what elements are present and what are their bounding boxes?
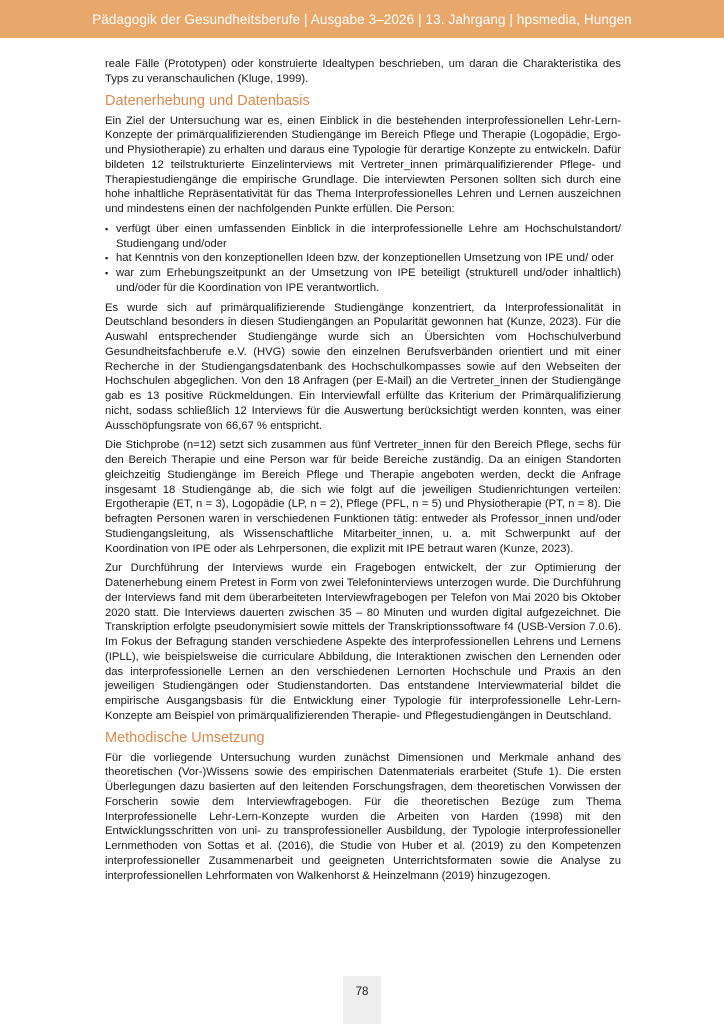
square-bullet-icon: ▪ (105, 253, 109, 264)
paragraph-study-aim: Ein Ziel der Untersuchung war es, einen Einblick in die bestehenden interprofessionellen Lehr-Lern-Konzepte der primärqualifizierenden Studiengänge im Bereich Pflege und Therapie (Logopädie, Ergo- und Physiotherapie) zu erhalten und daraus eine Typologie für derartige Konzepte zu entwickeln. Dafür bildeten 12 teilstrukturierte Einzelinterviews mit Vertreter_innen primärqualifizierender Pflege- und Therapiestudiengänge die empirische Grundlage. Die interviewten Personen sollten sich durch eine hohe inhaltliche Repräsentativität für das Thema Interprofessionelles Lehren und Lernen auszeichnen und mindestens einen der nachfolgenden Punkte erfüllen. Die Person: (105, 114, 621, 215)
criteria-list (105, 222, 621, 296)
paragraph-intro-continuation: reale Fälle (Prototypen) oder konstruierte Idealtypen beschrieben, um daran die Charakteristika des Typs zu veranschaulichen (Kluge, 1999). (105, 58, 621, 85)
section-heading-datenerhebung: Datenerhebung und Datenbasis (105, 92, 310, 109)
list-item (105, 266, 621, 296)
page-number-box (343, 976, 381, 1024)
paragraph-sample-composition: Die Stichprobe (n=12) setzt sich zusammen aus fünf Vertreter_innen für den Bereich Pflege, sechs für den Bereich Therapie und eine Person war für beide Bereiche zuständig. Da an einigen Standorten gleichzeitig Studiengänge im Bereich Pflege und Therapie angeboten werden, deckt die Anfrage insgesamt 18 Studiengänge ab, die sich wie folgt auf die jeweiligen Studienrichtungen verteilen: Ergotherapie (ET, n = 3), Logopädie (LP, n = 2), Pflege (PFL, n = 5) und Physiotherapie (PT, n = 8). Die befragten Personen waren in verschiedenen Funktionen tätig: entweder als Professor_innen und/oder Studiengangsleitung, als Wissenschaftliche Mitarbeiter_innen, u. a. mit Schwerpunkt auf der Koordination von IPE oder als Lehrpersonen, die explizit mit IPE betraut waren (Kunze, 2023). (105, 439, 621, 555)
square-bullet-icon: ▪ (105, 223, 109, 234)
journal-header-title: Pädagogik der Gesundheitsberufe | Ausgabe 3–2026 | 13. Jahrgang | hpsmedia, Hungen (92, 11, 632, 27)
list-item (105, 222, 621, 252)
list-item-text: hat Kenntnis von den konzeptionellen Ideen bzw. der konzeptionellen Umsetzung von IPE und/ oder (116, 252, 614, 265)
list-item (105, 251, 621, 266)
page-number: 78 (355, 986, 369, 998)
paragraph-interview-procedure: Zur Durchführung der Interviews wurde ein Fragebogen entwickelt, der zur Optimierung der Datenerhebung einem Pretest in Form von zwei Telefoninterviews unterzogen wurde. Die Durchführung der Interviews fand mit dem überarbeiteten Interviewfragebogen per Telefon von Mai 2020 bis Oktober 2020 statt. Die Interviews dauerten zwischen 35 – 80 Minuten und wurden digital aufgezeichnet. Die Transkription erfolgte pseudonymisiert sowie mittels der Transkriptionssoftware f4 (USB-Version 7.0.6). Im Fokus der Befragung standen verschiedene Aspekte des interprofessionellen Lehrens und Lernens (IPLL), wie beispielsweise die curriculare Abbildung, die Interaktionen zwischen den Lernenden oder das interprofessionelle Lernen an den verschiedenen Lernorten Hochschule und Praxis an den jeweiligen Studiengängen oder Studienstandorten. Das entstandene Interviewmaterial bildet die empirische Ausgangsbasis für die Entwicklung einer Typologie für interprofessionelle Lehr-Lern-Konzepte am Beispiel von primärqualifizierenden Therapie- und Pflegestudiengängen in Deutschland. (105, 562, 621, 722)
section-heading-methodische-umsetzung: Methodische Umsetzung (105, 729, 265, 746)
paragraph-method: Für die vorliegende Untersuchung wurden zunächst Dimensionen und Merkmale anhand des theoretischen (Vor-)Wissens sowie des empirischen Datenmaterials erarbeitet (Stufe 1). Die ersten Überlegungen dazu basierten auf den leitenden Forschungsfragen, dem theoretischen Vorwissen der Forscherin sowie dem Interviewfragebogen. Für die theoretischen Bezüge zum Thema Interprofessionelle Lehr-Lern-Konzepte wurden die Arbeiten von Harden (1998) mit den Entwicklungsschritten von uni- zu transprofessioneller Ausbildung, der Typologie interprofessioneller Lernmethoden von Sottas et al. (2016), die Studie von Huber et al. (2019) zu den Kompetenzen interprofessioneller Zusammenarbeit und geeigneten Unterrichtsformaten sowie die Analyse zu interprofessionellen Lehrformaten von Walkenhorst & Heinzelmann (2019) hinzugezogen. (105, 751, 621, 882)
paragraph-sampling: Es wurde sich auf primärqualifizierende Studiengänge konzentriert, da Interprofessionalität in Deutschland besonders in diesen Studiengängen an Popularität gewonnen hat (Kunze, 2023). Für die Auswahl entsprechender Studiengänge wurde sich an Übersichten vom Hochschulverbund Gesundheitsfachberufe e.V. (HVG) sowie den einzelnen Berufsverbänden orientiert und mit einer Recherche in der Studiengangsdatenbank des Hochschulkompasses sowie auf den Webseiten der Hochschulen abgeglichen. Von den 18 Anfragen (per E-Mail) an die Vertreter_innen der Studiengänge gab es 13 positive Rückmeldungen. Ein Interviewfall erfüllte das Kriterium der Primärqualifizierung nicht, sodass schließlich 12 Interviews für die Auswertung berücksichtigt werden konnten, was einer Ausschöpfungsrate von 66,67 % entspricht. (105, 301, 621, 432)
article-body (105, 57, 621, 888)
square-bullet-icon: ▪ (105, 268, 109, 278)
list-item-text: verfügt über einen umfassenden Einblick in die interprofessionelle Lehre am Hochschulstandort/ Studiengang und/oder (116, 222, 621, 250)
list-item-text: war zum Erhebungszeitpunkt an der Umsetzung von IPE beteiligt (strukturell und/oder inhaltlich) und/oder für die Koordination von IPE verantwortlich. (116, 267, 621, 294)
journal-header-bar (0, 0, 724, 38)
